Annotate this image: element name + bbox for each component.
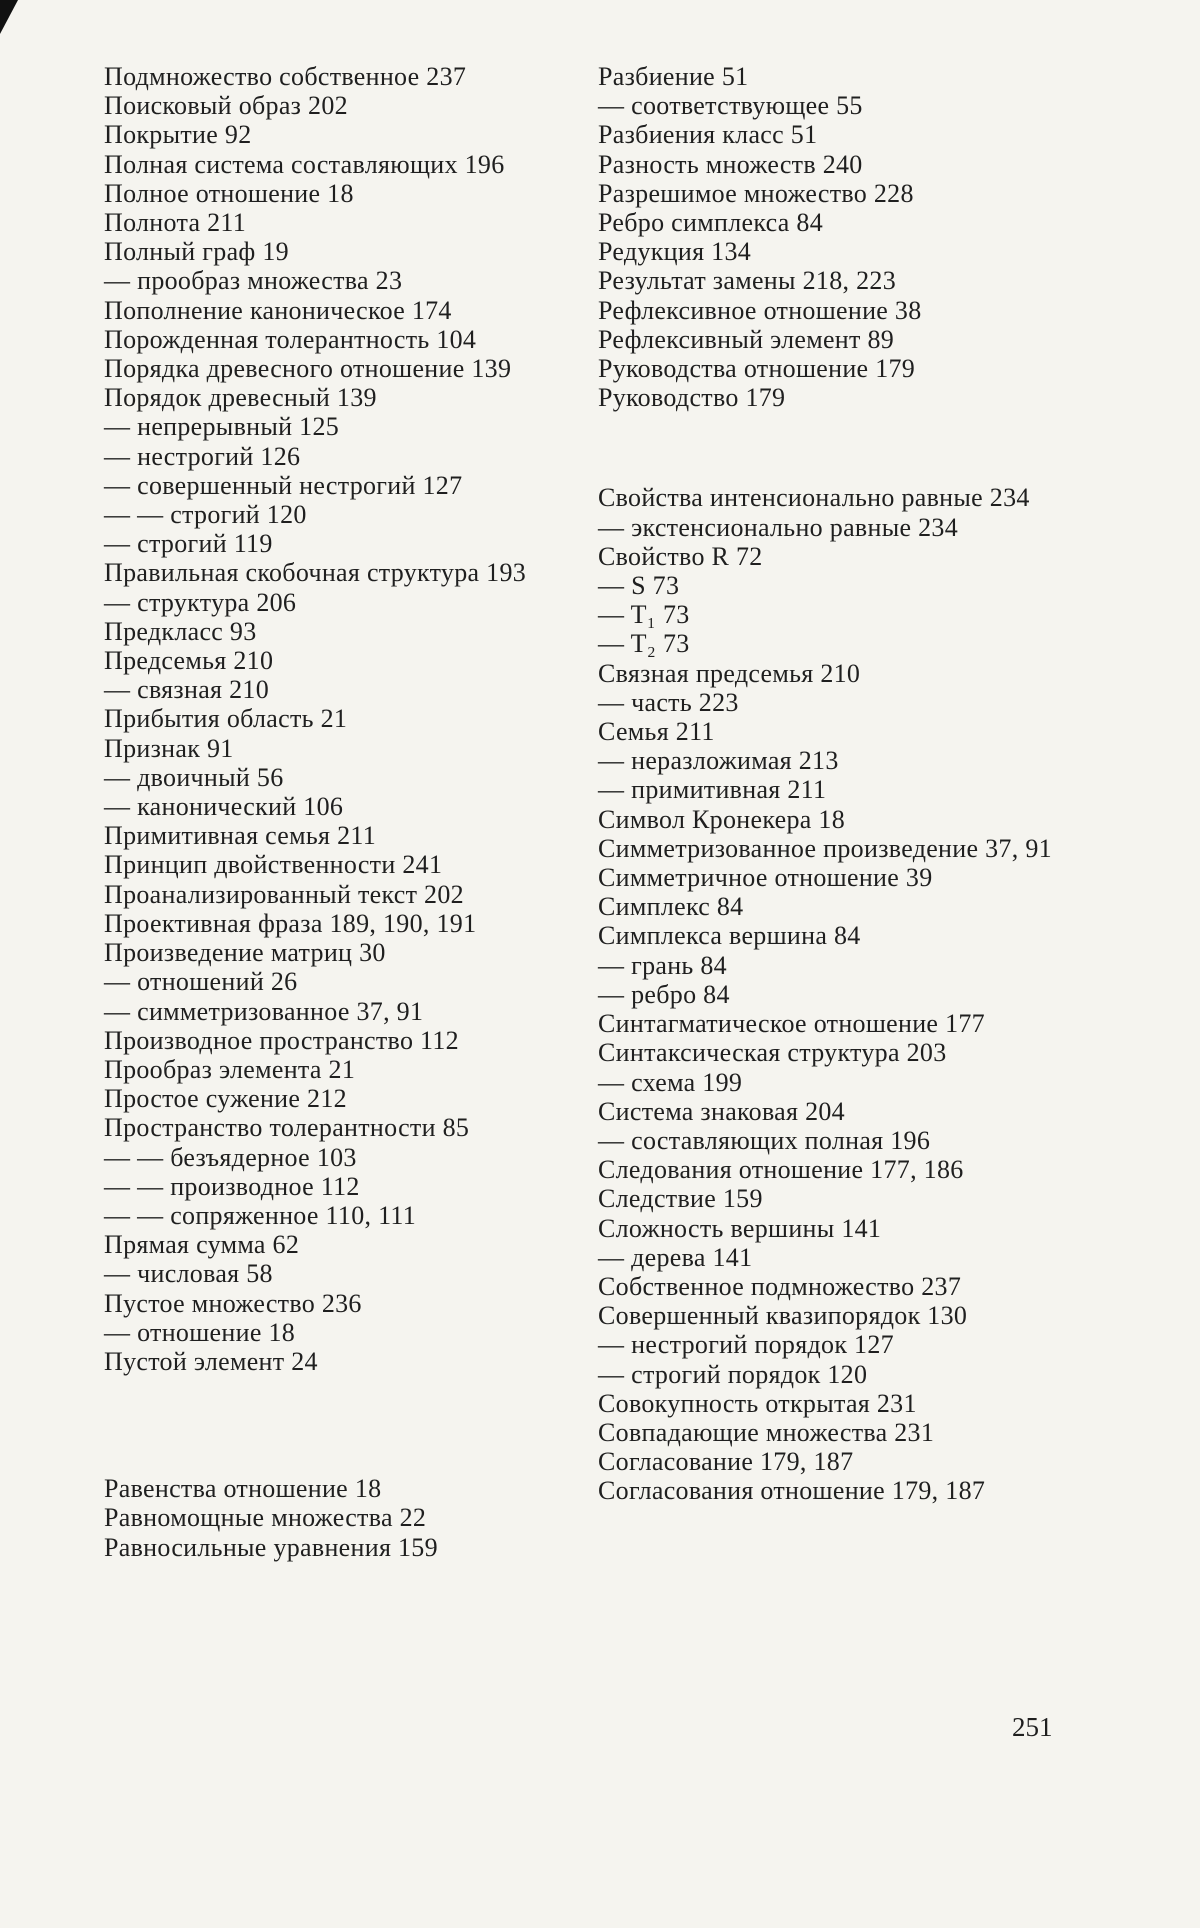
index-entry: — структура 206	[104, 587, 297, 617]
index-entry: Полнота 211	[104, 208, 247, 238]
index-entry: Полное отношение 18	[104, 178, 354, 208]
index-entry: — — сопряженное 110, 111	[104, 1200, 417, 1230]
index-entry: — непрерывный 125	[104, 412, 340, 442]
index-entry: Симметричное отношение 39	[598, 863, 933, 893]
index-column-right	[598, 62, 1066, 1506]
index-entry: Произведение матриц 30	[104, 938, 386, 968]
index-entry: Равенства отношение 18	[104, 1474, 382, 1504]
index-entry: — T₂ 73	[598, 629, 690, 659]
index-entry: Синтагматическое отношение 177	[598, 1009, 985, 1039]
index-entry: Согласования отношение 179, 187	[598, 1476, 986, 1506]
index-entry: Разрешимое множество 228	[598, 178, 914, 208]
index-entry: — примитивная 211	[598, 775, 827, 805]
index-entry: Предсемья 210	[104, 646, 274, 676]
index-entry: Примитивная семья 211	[104, 821, 377, 851]
index-column-left	[104, 62, 574, 1562]
index-group-s	[598, 483, 1066, 1505]
index-entry: Сложность вершины 141	[598, 1213, 882, 1243]
index-entry: — симметризованное 37, 91	[104, 996, 424, 1026]
index-entry: Связная предсемья 210	[598, 658, 861, 688]
index-entry: — отношение 18	[104, 1317, 296, 1347]
index-entry: Поисковый образ 202	[104, 91, 348, 121]
index-group-r-continued	[598, 62, 1066, 412]
index-entry: Симметризованное произведение 37, 91	[598, 833, 1052, 863]
index-entry: Символ Кронекера 18	[598, 804, 845, 834]
index-entry: Полная система составляющих 196	[104, 149, 505, 179]
index-entry: Пространство толерантности 85	[104, 1113, 470, 1143]
index-entry: Редукция 134	[598, 237, 752, 267]
index-entry: Правильная скобочная структура 193	[104, 558, 527, 588]
index-entry: — связная 210	[104, 675, 270, 705]
index-entry: Предкласс 93	[104, 616, 257, 646]
index-entry: Порожденная толерантность 104	[104, 324, 477, 354]
index-entry: Система знаковая 204	[598, 1096, 845, 1126]
index-entry: Проективная фраза 189, 190, 191	[104, 908, 477, 938]
index-entry: Прибытия область 21	[104, 704, 348, 734]
index-entry: Свойство R 72	[598, 541, 763, 571]
index-entry: Пустой элемент 24	[104, 1346, 318, 1376]
index-entry: — числовая 58	[104, 1259, 273, 1289]
index-entry: Пустое множество 236	[104, 1288, 362, 1318]
index-entry: — прообраз множества 23	[104, 266, 403, 296]
page-number: 251	[1012, 1712, 1053, 1742]
index-entry: Синтаксическая структура 203	[598, 1038, 947, 1068]
index-entry: Проанализированный текст 202	[104, 879, 464, 909]
index-entry: Симплекс 84	[598, 892, 744, 922]
index-entry: — S 73	[598, 571, 680, 601]
index-entry: Руководства отношение 179	[598, 354, 916, 384]
index-entry: Прообраз элемента 21	[104, 1054, 356, 1084]
index-entry: — T₁ 73	[598, 600, 690, 630]
index-entry: Симплекса вершина 84	[598, 921, 861, 951]
index-entry: Совокупность открытая 231	[598, 1388, 917, 1418]
index-entry: Совершенный квазипорядок 130	[598, 1301, 968, 1331]
index-entry: Разбиение 51	[598, 62, 749, 91]
index-entry: Равномощные множества 22	[104, 1503, 427, 1533]
index-entry: Порядка древесного отношение 139	[104, 354, 512, 384]
index-entry: — строгий порядок 120	[598, 1359, 868, 1389]
index-entry: — ребро 84	[598, 979, 730, 1009]
index-entry: — — безъядерное 103	[104, 1142, 357, 1172]
index-entry: Равносильные уравнения 159	[104, 1532, 438, 1562]
index-entry: — нестрогий 126	[104, 441, 301, 471]
index-group-r	[104, 1474, 574, 1562]
index-entry: Рефлексивное отношение 38	[598, 295, 922, 325]
index-entry: — — производное 112	[104, 1171, 360, 1201]
index-entry: — соответствующее 55	[598, 91, 863, 121]
index-entry: Покрытие 92	[104, 120, 252, 150]
index-entry: Порядок древесный 139	[104, 383, 377, 413]
index-entry: Согласование 179, 187	[598, 1447, 854, 1477]
index-entry: Руководство 179	[598, 383, 786, 413]
index-entry: — строгий 119	[104, 529, 273, 559]
index-entry: Совпадающие множества 231	[598, 1417, 935, 1447]
index-entry: — двоичный 56	[104, 762, 284, 792]
index-entry: — грань 84	[598, 950, 727, 980]
index-group-p	[104, 62, 574, 1376]
index-entry: — неразложимая 213	[598, 746, 839, 776]
index-entry: Подмножество собственное 237	[104, 62, 467, 91]
index-entry: — нестрогий порядок 127	[598, 1330, 894, 1360]
index-entry: Принцип двойственности 241	[104, 850, 443, 880]
index-entry: — составляющих полная 196	[598, 1125, 931, 1155]
index-entry: Разность множеств 240	[598, 149, 863, 179]
index-entry: — отношений 26	[104, 967, 298, 997]
index-entry: Производное пространство 112	[104, 1025, 459, 1055]
index-entry: Прямая сумма 62	[104, 1230, 300, 1260]
index-entry: — часть 223	[598, 687, 739, 717]
index-entry: — экстенсионально равные 234	[598, 512, 959, 542]
index-entry: Пополнение каноническое 174	[104, 295, 452, 325]
index-entry: — канонический 106	[104, 792, 344, 822]
index-entry: Полный граф 19	[104, 237, 289, 267]
index-entry: Собственное подмножество 237	[598, 1271, 962, 1301]
page-corner-mark	[0, 0, 18, 34]
index-entry: Результат замены 218, 223	[598, 266, 896, 296]
index-entry: — схема 199	[598, 1067, 743, 1097]
index-entry: Признак 91	[104, 733, 234, 763]
index-entry: — дерева 141	[598, 1242, 753, 1272]
index-entry: — — строгий 120	[104, 500, 307, 530]
index-entry: Рефлексивный элемент 89	[598, 324, 895, 354]
index-entry: Ребро симплекса 84	[598, 208, 824, 238]
index-entry: Следствие 159	[598, 1184, 763, 1214]
index-entry: — совершенный нестрогий 127	[104, 470, 463, 500]
index-entry: Следования отношение 177, 186	[598, 1155, 964, 1185]
index-entry: Простое сужение 212	[104, 1084, 347, 1114]
index-entry: Свойства интенсионально равные 234	[598, 483, 1030, 513]
index-entry: Семья 211	[598, 717, 715, 747]
index-entry: Разбиения класс 51	[598, 120, 818, 150]
